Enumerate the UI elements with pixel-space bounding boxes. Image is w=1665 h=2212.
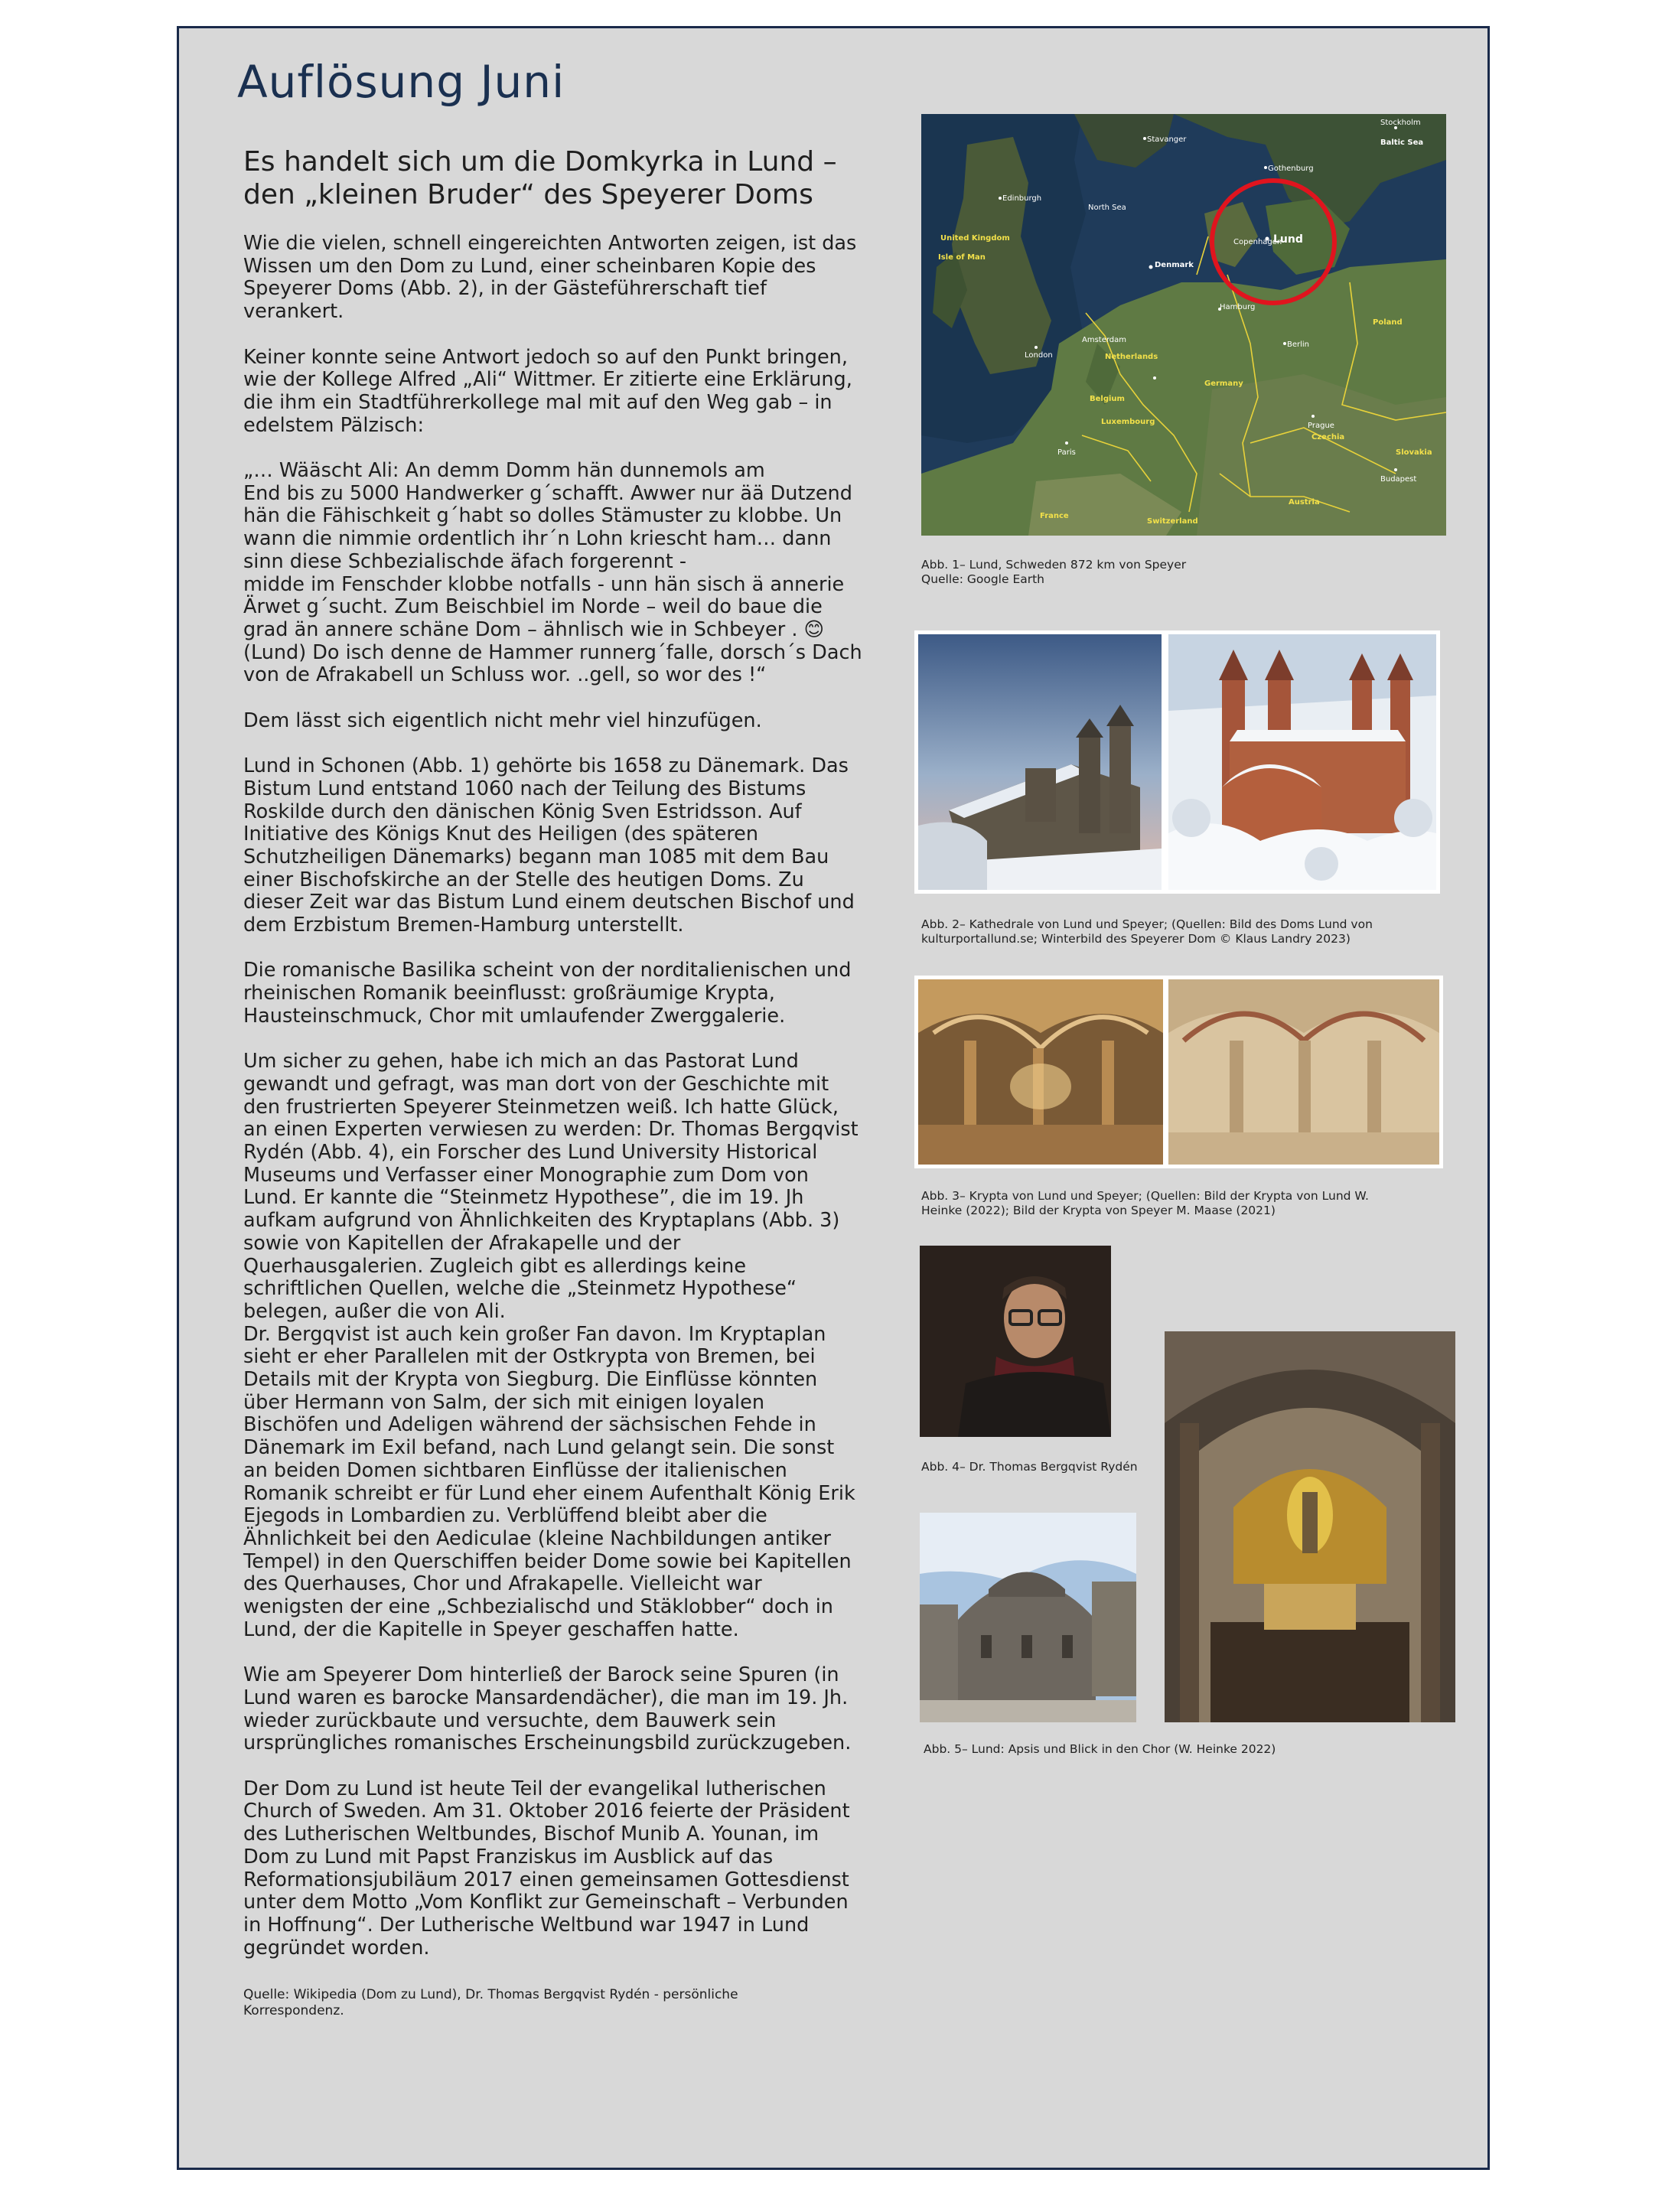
map-label-berlin: Berlin [1287, 340, 1310, 349]
map-label-austria: Austria [1289, 498, 1320, 507]
map-label-poland: Poland [1373, 318, 1403, 327]
map-label-netherlands: Netherlands [1105, 353, 1158, 361]
map-label-edinburgh: Edinburgh [1002, 194, 1042, 203]
map-label-stavanger: Stavanger [1147, 135, 1187, 144]
map-label-paris: Paris [1057, 448, 1076, 457]
map-label-north-sea: North Sea [1088, 204, 1126, 212]
speyer-crypt-photo [1165, 976, 1443, 1168]
caption-abb2: Abb. 2– Kathedrale von Lund und Speyer; (Quellen: Bild des Doms Lund von kulturportallund.se; Winterbild des Speyerer Dom © Klaus Landry 2023) [921, 917, 1373, 946]
map-label-belgium: Belgium [1090, 395, 1125, 403]
paragraph-today: Der Dom zu Lund ist heute Teil der evangelikal lutherischen Church of Sweden. Am 31. Oktober 2016 feierte der Präsident des Lutherischen Weltbundes, Bischof Munib A. Younan, im Dom zu Lund mit Papst Franziskus im Ausblick auf das Reformationsjubiläum 2017 einen gemeinsamen Gottesdienst unter dem Motto „Vom Konflikt zur Gemeinschaft – Verbunden in Hoffnung“. Der Lutherische Weltbund war 1947 in Lund gegründet worden. [243, 1777, 850, 1960]
map-label-london: London [1025, 351, 1053, 360]
caption-abb4: Abb. 4– Dr. Thomas Bergqvist Rydén [921, 1460, 1138, 1474]
article-headline: Es handelt sich um die Domkyrka in Lund – den „kleinen Bruder“ des Speyerer Doms [243, 146, 837, 210]
map-label-gothenburg: Gothenburg [1268, 165, 1314, 173]
map-label-denmark: Denmark [1155, 261, 1194, 269]
map-label-isle-of-man: Isle of Man [938, 253, 986, 262]
map-label-budapest: Budapest [1380, 475, 1417, 484]
paragraph-history: Lund in Schonen (Abb. 1) gehörte bis 1658 zu Dänemark. Das Bistum Lund entstand 1060 nach der Teilung des Bistums Roskilde durch den dänischen König Sven Estridsson. Auf Initiative des Königs Knut des Heiligen (des späteren Schutzheiligen Dänemarks) begann man 1085 mit dem Bau einer Bischofskirche an der Stelle des heutigen Doms. Zu dieser Zeit war das Bistum Lund einem deutschen Bischof und dem Erzbistum Bremen-Hamburg unterstellt. [243, 754, 855, 937]
map-label-slovakia: Slovakia [1396, 448, 1432, 457]
map-label-germany: Germany [1204, 380, 1243, 388]
map-label-united-kingdom: United Kingdom [940, 234, 1010, 243]
map-label-czechia: Czechia [1311, 433, 1345, 441]
paragraph-bergqvist: Dr. Bergqvist ist auch kein großer Fan davon. Im Kryptaplan sieht er eher Parallelen mit der Ostkrypta von Bremen, bei Details mit der Krypta von Siegburg. Die Einflüsse könnten über Hermann von Salm, der sich mit einigen loyalen Bischöfen und Adeligen während der sächsischen Fehde in Dänemark im Exil befand, nach Lund gelangt sein. Die sonst an beiden Domen sichtbaren Einflüsse der italienischen Romanik schreibt er für Lund eher einem Aufenthalt König Erik Ejegods in Lombardien zu. Verblüffend bleibt aber die Ähnlichkeit bei den Aediculae (kleine Nachbildungen antiker Tempel) in den Querschiffen beider Dome sowie bei Kapitellen des Querhauses, Chor und Afrakapelle. Vielleicht war wenigsten der eine „Schbezialischd und Stäklobber“ doch in Lund, der die Kapitelle in Speyer geschaffen hatte. [243, 1322, 855, 1641]
source-note: Quelle: Wikipedia (Dom zu Lund), Dr. Thomas Bergqvist Rydén - persönliche Korrespondenz. [243, 1987, 738, 2019]
article-panel [177, 26, 1490, 2170]
paragraph-expert: Um sicher zu gehen, habe ich mich an das Pastorat Lund gewandt und gefragt, was man dort von der Geschichte mit den frustrierten Speyerer Steinmetzen weiß. Ich hatte Glück, an einen Experten verwiesen zu werden: Dr. Thomas Bergqvist Rydén (Abb. 4), ein Forscher des Lund University Historical Museums und Verfasser einer Monographie zum Dom von Lund. Er kannte die “Steinmetz Hypothese”, die im 19. Jh aufkam aufgrund von Ähnlichkeiten des Kryptaplans (Abb. 3) sowie von Kapitellen der Afrakapelle und der Querhausgalerien. Zugleich gibt es allerdings keine schriftlichen Quellen, welche die „Steinmetz Hypothese“ belegen, außer die von Ali. [243, 1050, 859, 1323]
paragraph-ali: Keiner konnte seine Antwort jedoch so auf den Punkt bringen, wie der Kollege Alfred „Ali“ Wittmer. Er zitierte eine Erklärung, die ihm ein Stadtführerkollege mal mit auf den Weg gab – in edelstem Pälzisch: [243, 345, 852, 437]
map-label-hamburg: Hamburg [1220, 303, 1256, 311]
map-label-france: France [1040, 512, 1069, 520]
lund-cathedral-photo [914, 630, 1165, 894]
map-label-lund: Lund [1273, 233, 1303, 246]
lund-apse-photo [920, 1513, 1136, 1722]
map-label-switzerland: Switzerland [1147, 517, 1198, 526]
map-image [921, 114, 1446, 536]
map-label-amsterdam: Amsterdam [1082, 336, 1127, 344]
paragraph-intro: Wie die vielen, schnell eingereichten Antworten zeigen, ist das Wissen um den Dom zu Lund, einer scheinbaren Kopie des Speyerer Doms (Abb. 2), in der Gästeführerschaft tief verankert. [243, 232, 857, 324]
caption-abb1: Abb. 1– Lund, Schweden 872 km von Speyer Quelle: Google Earth [921, 558, 1187, 586]
caption-abb3: Abb. 3– Krypta von Lund und Speyer; (Quellen: Bild der Krypta von Lund W. Heinke (2022); Bild der Krypta von Speyer M. Maase (2021) [921, 1189, 1369, 1217]
portrait-photo [920, 1246, 1111, 1437]
speyer-cathedral-photo [1165, 630, 1440, 894]
map-label-baltic-sea: Baltic Sea [1380, 138, 1424, 147]
paragraph-dialect-quote: „… Wääscht Ali: An demm Domm hän dunnemols am End bis zu 5000 Handwerker g´schafft. Awwer nur ää Dutzend hän die Fähischkeit g´habt so dolles Stämuster zu klobbe. Un wann die nimmie ordentlich ihr´n Lohn kriescht ham… dann sinn diese Schbezialischde äfach forgerennt - midde im Fenschder klobbe notfalls - unn hän sisch ä annerie Ärwet g´sucht. Zum Beischbiel im Norde – weil do baue die grad än annere schäne Dom – ähnlisch wie in Schbeyer . 😊 (Lund) Do isch denne de Hammer runnerg´falle, dorsch´s Dach von de Afrakabell un Schluss wor. ..gell, so wor des !“ [243, 459, 862, 687]
map-label-copenhagen: Copenhagen [1233, 238, 1282, 246]
article-text-column [243, 145, 863, 2019]
map-label-luxembourg: Luxembourg [1101, 418, 1155, 426]
map-label-prague: Prague [1308, 422, 1334, 430]
map-label-stockholm: Stockholm [1380, 119, 1421, 127]
caption-abb5: Abb. 5– Lund: Apsis und Blick in den Chor (W. Heinke 2022) [924, 1742, 1276, 1756]
lund-crypt-photo [914, 976, 1167, 1168]
paragraph-conclusion: Dem lässt sich eigentlich nicht mehr viel hinzufügen. [243, 709, 762, 732]
lund-choir-photo [1165, 1331, 1455, 1722]
paragraph-romanesque: Die romanische Basilika scheint von der norditalienischen und rheinischen Romanik beeinflusst: großräumige Krypta, Hausteinschmuck, Chor mit umlaufender Zwerggalerie. [243, 959, 852, 1028]
paragraph-baroque: Wie am Speyerer Dom hinterließ der Barock seine Spuren (in Lund waren es barocke Mansardendächer), die man im 19. Jh. wieder zurückbaute und versuchte, dem Bauwerk sein ursprüngliches romanisches Erscheinungsbild zurückzugeben. [243, 1663, 852, 1755]
page-title: Auflösung Juni [237, 56, 565, 108]
